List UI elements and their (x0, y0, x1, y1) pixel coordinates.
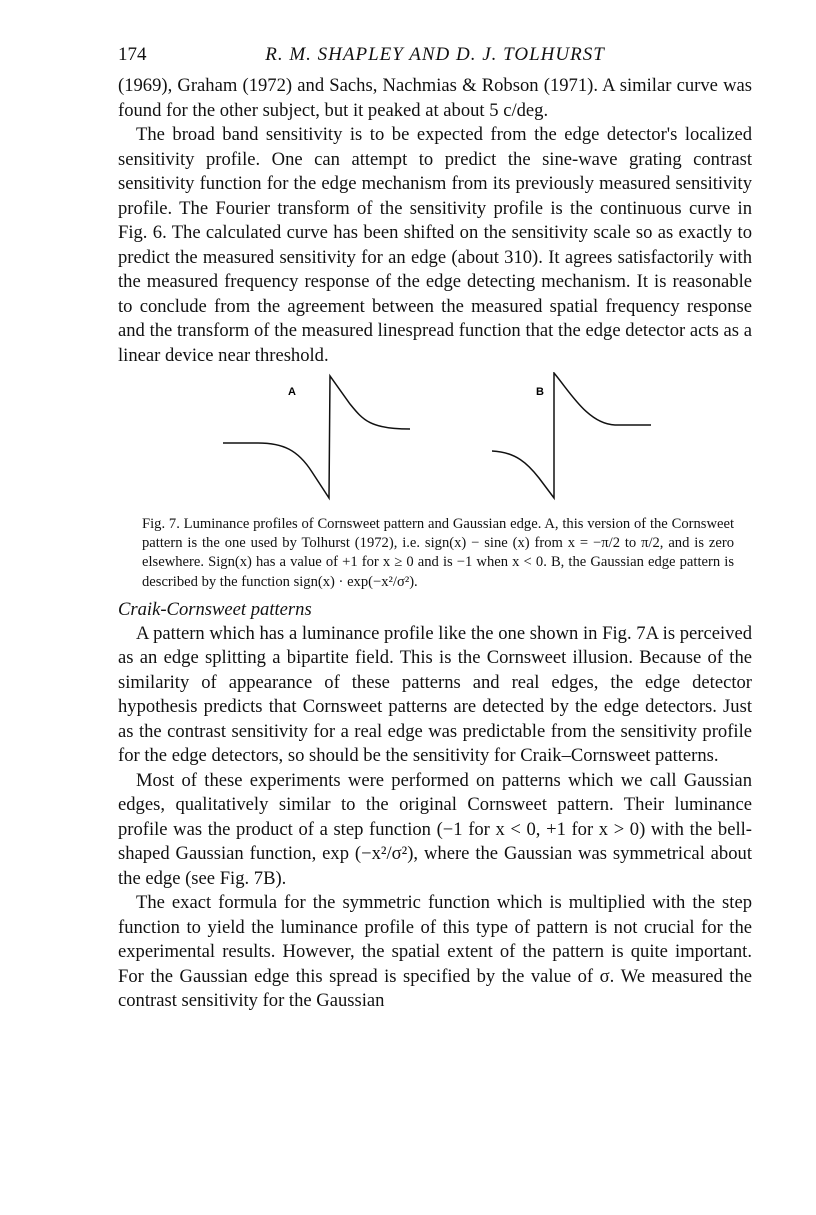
figure-7-caption: Fig. 7. Luminance profiles of Cornsweet pattern and Gaussian edge. A, this version of the Cornsweet pattern is the one used by Tolhurst (1972), i.e. sign(x) − sine (x) from x = −π/2 to π/2, and is zero elsewhere. Sign(x) has a value of +1 for x ≥ 0 and is −1 when x < 0. B, the Gaussian edge pattern is described by the function sign(x) · exp(−x²/σ²). (142, 516, 734, 590)
paragraph-3: A pattern which has a luminance profile like the one shown in Fig. 7A is perceived as an edge splitting a bipartite field. This is the Cornsweet illusion. Because of the similarity of appearance of these patterns and real edges, the edge detector hypothesis predicts that Cornsweet patterns are detected by the edge detectors. Just as the contrast sensitivity for a real edge was predictable from the sensitivity profile for the edge detectors, so should be the sensitivity for Craik–Cornsweet patterns. (118, 622, 752, 767)
gaussian-edge-profile-curve (492, 373, 651, 498)
figure-7-drawing (118, 372, 752, 507)
paragraph-1: (1969), Graham (1972) and Sachs, Nachmias & Robson (1971). A similar curve was found for the other subject, but it peaked at about 5 c/deg. (118, 75, 752, 121)
running-title: R. M. SHAPLEY AND D. J. TOLHURST (265, 44, 605, 65)
paragraph-4: Most of these experiments were performed on patterns which we call Gaussian edges, qualitatively similar to the original Cornsweet pattern. Their luminance profile was the product of a step function (−1 for x < 0, +1 for x > 0) with the bell-shaped Gaussian function, exp (−x²/σ²), where the Gaussian was symmetrical about the edge (see Fig. 7B). (118, 769, 752, 889)
figure-label-b: B (536, 386, 544, 398)
paragraph-2: The broad band sensitivity is to be expected from the edge detector's localized sensitivity profile. One can attempt to predict the sine-wave grating contrast sensitivity function for the edge mechanism from its previously measured sensitivity profile. The Fourier transform of the sensitivity profile is the continuous curve in Fig. 6. The calculated curve has been shifted on the sensitivity scale so as exactly to predict the measured sensitivity for an edge (about 310). It agrees satisfactorily with the measured frequency response of the edge detecting mechanism. It is reasonable to conclude from the agreement between the measured spatial frequency response and the transform of the measured linespread function that the edge detector acts as a linear device near threshold. (118, 124, 752, 366)
page-header (118, 44, 752, 74)
section-heading: Craik-Cornsweet patterns (118, 598, 312, 620)
figure-label-a: A (288, 386, 296, 398)
page (118, 44, 752, 1014)
cornsweet-profile-curve (223, 376, 410, 498)
figure-7 (118, 372, 752, 507)
page-number: 174 (118, 44, 147, 65)
paragraph-5: The exact formula for the symmetric function which is multiplied with the step function to yield the luminance profile of this type of pattern is not crucial for the experimental results. However, the spatial extent of the pattern is quite important. For the Gaussian edge this spread is specified by the value of σ. We measured the contrast sensitivity for the Gaussian (118, 892, 752, 1012)
